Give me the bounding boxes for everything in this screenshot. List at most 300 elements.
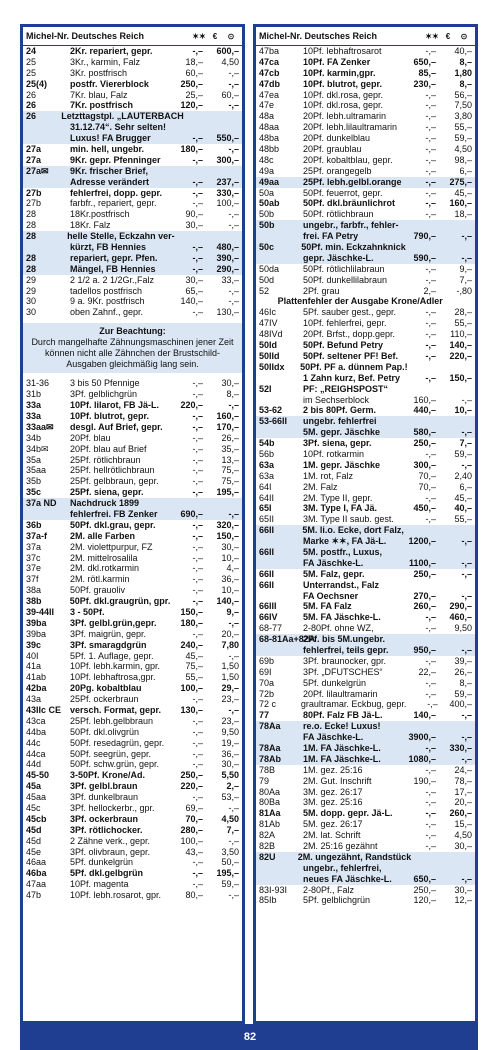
price-used: -,– — [228, 508, 239, 519]
price-used: 18,– — [454, 209, 472, 220]
description: 5M. gez. 26:17 — [303, 819, 363, 830]
price-used: 1,50 — [221, 661, 239, 672]
price-mint: 950,– — [413, 644, 436, 655]
price-used: -,– — [228, 78, 239, 89]
price-used: 300,– — [216, 154, 239, 165]
listing-block-bottom — [23, 378, 242, 901]
price-used: -,– — [461, 710, 472, 721]
price-mint: 790,– — [413, 231, 436, 242]
description: 2M. 25:16 gezähnt — [303, 841, 378, 852]
table-row — [23, 264, 242, 275]
price-used: -,– — [228, 220, 239, 231]
catalog-number: 30 — [26, 296, 37, 307]
left-column — [20, 24, 245, 1024]
price-mint: 43,– — [185, 846, 203, 857]
catalog-number: 52I — [259, 383, 272, 394]
catalog-number: 47b — [26, 890, 42, 901]
price-mint: -,– — [425, 841, 436, 852]
table-row — [256, 405, 475, 416]
description: 18Kr. Falz — [70, 220, 111, 231]
description: oben Zahnf., gepr. — [70, 307, 144, 318]
catalog-number: 81Aa — [259, 808, 281, 819]
description: 25Pf. ockerbraun — [70, 694, 139, 705]
table-row — [23, 111, 242, 122]
description: 3Pf. dunkelbraun — [70, 792, 139, 803]
catalog-number: 48bb — [259, 144, 280, 155]
catalog-number: 48c — [259, 154, 274, 165]
table-row — [23, 166, 242, 177]
price-used: 15,– — [454, 819, 472, 830]
price-mint: 590,– — [413, 252, 436, 263]
price-used: -,– — [228, 285, 239, 296]
description: 2M. violettpurpur, FZ — [70, 541, 153, 552]
catalog-number: 80Aa — [259, 786, 281, 797]
catalog-number: 63a — [259, 459, 275, 470]
table-row — [256, 133, 475, 144]
price-used: 4,50 — [221, 813, 239, 824]
price-used: 290,– — [449, 601, 472, 612]
price-used: 150,– — [449, 372, 472, 383]
table-row — [23, 879, 242, 890]
price-mint: 100,– — [180, 683, 203, 694]
price-used: 50,– — [221, 857, 239, 868]
price-mint — [406, 242, 438, 253]
price-used: 7,80 — [221, 639, 239, 650]
catalog-number: 45a — [26, 781, 42, 792]
right-column — [253, 24, 478, 1024]
catalog-number — [26, 509, 70, 520]
price-mint: 300,– — [413, 459, 436, 470]
price-mint: 250,– — [180, 770, 203, 781]
description: 2M. lat. Schrift — [303, 830, 361, 841]
price-mint: -,– — [425, 514, 436, 525]
price-mint: 120,– — [180, 100, 203, 111]
description: FA Jäschke-L. — [303, 557, 364, 568]
table-row — [256, 46, 475, 57]
price-used: -,– — [461, 644, 472, 655]
price-used: 12,– — [454, 895, 472, 906]
catalog-number — [259, 296, 278, 307]
table-row — [23, 563, 242, 574]
price-mint — [184, 111, 210, 122]
description: 50Pf. schw.grün, gepr. — [70, 759, 160, 770]
catalog-number: 39-44II — [26, 606, 55, 617]
euro-symbol: € — [212, 31, 218, 41]
price-mint — [170, 498, 203, 509]
price-mint: 1100,– — [408, 557, 436, 568]
price-mint: 1200,– — [408, 536, 436, 547]
description: 7Kr. blau, Falz — [70, 89, 128, 100]
table-row — [23, 596, 242, 607]
table-row — [256, 885, 475, 896]
catalog-number: 40I — [26, 650, 39, 661]
table-row — [23, 618, 242, 629]
catalog-number: 44ba — [26, 726, 47, 737]
table-row — [23, 220, 242, 231]
table-row — [256, 525, 475, 536]
table-row — [256, 601, 475, 612]
description: 3Pf. gelblichgrün — [70, 389, 138, 400]
description: 25Pf. gelbbraun, gepr. — [70, 476, 159, 487]
description: 50Pf. seltener PF! Bef. — [303, 350, 399, 361]
description: 25Pf. orangegelb — [303, 165, 372, 176]
description: 5Pf. 1. Auflage, gepr. — [70, 650, 154, 661]
price-mint: 22,– — [418, 666, 436, 677]
price-used — [203, 166, 239, 177]
catalog-number: 64II — [259, 492, 275, 503]
description: 10Pf. fehlerfrei, gepr. — [303, 318, 387, 329]
table-row — [256, 79, 475, 90]
price-used: 75,– — [221, 465, 239, 476]
description: 2 Zähne verk., gepr. — [70, 835, 151, 846]
price-mint: 160,– — [413, 394, 436, 405]
catalog-number: 45-50 — [26, 770, 50, 781]
price-used: 140,– — [216, 596, 239, 607]
price-mint: 70,– — [418, 481, 436, 492]
price-used: -,– — [228, 835, 239, 846]
price-mint: -,– — [425, 111, 436, 122]
description: ungebr., fehlerfrei, — [303, 862, 382, 873]
price-used: 36,– — [221, 574, 239, 585]
table-row — [256, 253, 475, 264]
page-number: 82 — [230, 1028, 270, 1046]
price-used: 390,– — [216, 252, 239, 263]
price-used: 78,– — [454, 775, 472, 786]
price-used — [438, 362, 472, 373]
catalog-number: 28 — [26, 220, 37, 231]
catalog-number: 47ca — [259, 56, 280, 67]
price-mint: -,– — [425, 263, 436, 274]
price-used: 4,– — [226, 563, 239, 574]
description: 20Pf. blau — [70, 432, 111, 443]
price-mint: -,– — [192, 487, 203, 498]
price-mint: -,– — [192, 242, 203, 253]
description: 3Pf. olivbraun, gepr. — [70, 846, 151, 857]
catalog-number: 47e — [259, 100, 275, 111]
description: 20Pf. lebh.lilaultramarin — [303, 122, 398, 133]
price-used: 480,– — [216, 242, 239, 253]
price-used: 60,– — [221, 89, 239, 100]
table-row — [256, 177, 475, 188]
table-row — [256, 362, 475, 373]
price-mint: 1080,– — [408, 753, 436, 764]
catalog-number — [26, 122, 70, 133]
catalog-number: 72b — [259, 688, 275, 699]
description: 20Pf. lebh.ultramarin — [303, 111, 387, 122]
description: 1 Zahn kurz, Bef. Petry — [303, 372, 401, 383]
price-used: 56,– — [454, 89, 472, 100]
price-mint — [403, 634, 436, 645]
table-row — [256, 209, 475, 220]
price-mint: 450,– — [413, 503, 436, 514]
price-used: -,– — [461, 568, 472, 579]
price-mint: -,– — [425, 655, 436, 666]
price-used — [436, 384, 472, 395]
price-mint: 25,– — [185, 89, 203, 100]
table-row — [256, 754, 475, 765]
table-row — [256, 395, 475, 406]
catalog-number: 69I — [259, 666, 272, 677]
table-row — [23, 890, 242, 901]
catalog-number: 24 — [26, 46, 37, 56]
catalog-number: 35b — [26, 476, 42, 487]
table-row — [256, 264, 475, 275]
table-row — [256, 351, 475, 362]
catalog-number: 78Aa — [259, 743, 281, 753]
price-used: 6,– — [459, 481, 472, 492]
catalog-number: 53-66II — [259, 416, 288, 427]
catalog-number: 42ba — [26, 683, 47, 694]
price-mint: -,– — [425, 187, 436, 198]
description: 5Pf. dunkelgrün — [70, 857, 134, 868]
catalog-number: 46ba — [26, 868, 47, 879]
price-mint: -,– — [192, 154, 203, 165]
catalog-number: 48IVd — [259, 329, 283, 340]
table-row — [256, 384, 475, 395]
price-mint: 130,– — [180, 704, 203, 715]
description: graultramar. Eckbug, gepr. — [300, 699, 407, 710]
catalog-number: 37e — [26, 563, 42, 574]
table-row — [23, 814, 242, 825]
description: 25Pf. hellrötlichbraun — [70, 465, 155, 476]
description: FA Jäschke-L. — [303, 732, 364, 743]
description: re.o. Ecke! Luxus! — [303, 721, 381, 732]
table-row — [256, 667, 475, 678]
price-mint: -,– — [425, 688, 436, 699]
price-mint: 180,– — [180, 144, 203, 155]
description: 2 bis 80Pf. Germ. — [303, 405, 377, 416]
price-used: 275,– — [449, 176, 472, 187]
used-symbol: ⊙ — [227, 31, 235, 41]
price-used: 290,– — [216, 263, 239, 274]
description: 50Pf. dkl.graugrün, gpr. — [69, 596, 171, 607]
euro-symbol: € — [445, 31, 451, 41]
table-row — [23, 177, 242, 188]
table-row — [23, 400, 242, 411]
price-used — [440, 852, 472, 863]
description: 2Pf. grau — [303, 285, 340, 296]
price-mint: -,– — [192, 307, 203, 318]
price-mint: -,– — [192, 748, 203, 759]
price-mint: -,– — [192, 574, 203, 585]
table-row — [23, 286, 242, 297]
price-mint: 150,– — [180, 606, 203, 617]
table-row — [23, 803, 242, 814]
catalog-number — [259, 863, 303, 874]
catalog-number: 27a — [26, 144, 42, 155]
price-mint — [408, 362, 439, 373]
table-row — [256, 591, 475, 602]
table-row — [23, 253, 242, 264]
price-mint: -,– — [192, 421, 203, 432]
table-row — [23, 100, 242, 111]
table-row — [256, 340, 475, 351]
description: 2Kr. repariert, gepr. — [70, 46, 153, 56]
listing-block-top — [23, 46, 242, 318]
table-row — [256, 427, 475, 438]
price-mint — [403, 863, 436, 874]
price-mint — [403, 547, 436, 558]
catalog-number: 36b — [26, 519, 42, 530]
table-row — [256, 111, 475, 122]
table-row — [256, 318, 475, 329]
price-used: -,– — [228, 650, 239, 661]
catalog-number: 46aa — [26, 857, 47, 868]
price-mint: 690,– — [180, 508, 203, 519]
catalog-number — [259, 395, 303, 406]
price-used: 160,– — [216, 410, 239, 421]
table-row — [256, 765, 475, 776]
catalog-number: 34b✉ — [26, 443, 49, 454]
catalog-number: 37a — [26, 541, 42, 552]
table-row — [23, 781, 242, 792]
catalog-number: 48aa — [259, 122, 280, 133]
price-used: 30,– — [221, 378, 239, 389]
description: FA Oechsner — [303, 590, 359, 601]
price-used: 98,– — [454, 154, 472, 165]
table-row — [256, 275, 475, 286]
price-mint — [403, 580, 436, 591]
description: 2M. ungezähnt, Randstück — [297, 851, 412, 862]
price-used: 4,50 — [454, 830, 472, 841]
price-mint: -,– — [425, 318, 436, 329]
price-mint: 70,– — [185, 813, 203, 824]
price-used: 10,– — [221, 552, 239, 563]
description: 31.12.74“. Sehr selten! — [70, 122, 167, 133]
description: Letzttagstpl. „LAUTERBACH — [61, 111, 184, 122]
description: 50Pf. grauoliv — [70, 585, 126, 596]
price-mint: -,– — [192, 563, 203, 574]
description: 10Pf. lebh.rosarot, gpr. — [70, 890, 162, 901]
catalog-number: 52 — [259, 285, 270, 296]
catalog-number — [259, 558, 303, 569]
used-symbol: ⊙ — [460, 31, 468, 41]
table-row — [256, 296, 475, 307]
table-row — [23, 836, 242, 847]
price-mint: -,– — [425, 144, 436, 155]
description: Marke ✶✶, FA Jä-L. — [303, 536, 387, 547]
price-used: 20,– — [454, 797, 472, 808]
catalog-number: 28 — [26, 263, 37, 274]
description: 20Pf. lilaultramarin — [303, 688, 378, 699]
price-mint: -,– — [425, 329, 436, 340]
table-row — [23, 868, 242, 879]
catalog-number: 82U — [259, 851, 276, 862]
catalog-number: 85Ib — [259, 895, 277, 906]
price-used: 2,40 — [454, 470, 472, 481]
table-row — [256, 188, 475, 199]
price-mint: 90,– — [185, 209, 203, 220]
price-used: 17,– — [454, 786, 472, 797]
description: 3Pf. maigrün, gepr. — [70, 628, 147, 639]
description: 3 - 50Pf. — [70, 606, 105, 617]
price-mint — [411, 852, 440, 863]
description: Adresse verändert — [70, 176, 150, 187]
table-row — [23, 531, 242, 542]
catalog-number: 53-62 — [259, 405, 283, 416]
description: ungebr. fehlerfrei — [303, 416, 377, 427]
description: fehlerfrei. FB Zenker — [70, 508, 158, 519]
mint-symbol: ✶✶ — [425, 31, 439, 41]
description: repariert, gepr. Pfen. — [70, 252, 158, 263]
catalog-number: 35a — [26, 454, 42, 465]
price-used: 59,– — [454, 688, 472, 699]
price-mint: 270,– — [413, 590, 436, 601]
description: 10Pf. lebhaftrosarot — [303, 46, 382, 56]
catalog-number — [259, 373, 303, 384]
price-mint: -,– — [425, 209, 436, 220]
description: 80Pf. Falz FB Jä-L. — [303, 710, 383, 721]
price-used: 45,– — [454, 492, 472, 503]
description: 3M. Type I, FA Jä. — [303, 503, 378, 514]
table-row — [23, 411, 242, 422]
price-mint: -,– — [192, 252, 203, 263]
price-used: 9,50 — [221, 726, 239, 737]
price-mint: 180,– — [180, 617, 203, 628]
catalog-number: 39c — [26, 639, 42, 650]
price-used: 330,– — [449, 743, 472, 753]
table-row — [23, 498, 242, 509]
description: 3Pf. „DFUTSCHES“ — [303, 666, 383, 677]
catalog-number: 66II — [259, 579, 275, 590]
catalog-number: 48a — [259, 111, 275, 122]
description: 5M. FA Jäschke-L. — [303, 612, 381, 623]
description: 10Pf. rotkarmin — [303, 448, 365, 459]
table-row — [256, 678, 475, 689]
catalog-number: 47ba — [259, 46, 280, 56]
description: fehlerfrei, teils gepr. — [303, 644, 389, 655]
catalog-number — [259, 732, 303, 743]
description: 5Pf. dunkelgrün — [303, 677, 367, 688]
price-mint — [403, 384, 436, 395]
description: 20Pf. kobaltblau, gepr. — [303, 154, 393, 165]
table-row — [256, 122, 475, 133]
catalog-number: 44c — [26, 737, 41, 748]
price-used — [205, 231, 239, 242]
description: 5M. postfr., Luxus, — [303, 546, 383, 557]
catalog-number — [259, 427, 303, 438]
description: 1M. FA Jäschke-L. — [303, 753, 381, 764]
description: 3M. Type II saub. gest. — [303, 514, 394, 525]
table-row — [23, 683, 242, 694]
price-used: 26,– — [221, 432, 239, 443]
table-row — [256, 787, 475, 798]
price-used: 59,– — [454, 133, 472, 144]
table-row — [256, 231, 475, 242]
description: 25Pf. lebh.gelbbraun — [70, 715, 154, 726]
table-row — [256, 449, 475, 460]
catalog-number: 81Ab — [259, 819, 281, 830]
description: 2-80Pf., Falz — [303, 884, 355, 895]
catalog-number: 39ba — [26, 628, 47, 639]
catalog-number: 50b — [259, 209, 275, 220]
table-row — [256, 155, 475, 166]
price-mint: 140,– — [413, 710, 436, 721]
catalog-number: 35c — [26, 487, 42, 498]
description: 3Pf. siena, gepr. — [303, 438, 372, 449]
catalog-number — [259, 591, 303, 602]
price-mint: -,– — [425, 165, 436, 176]
table-row — [256, 841, 475, 852]
description: 50Pf. rötlichbraun — [303, 209, 374, 220]
description: 10Pf. lilarot, FB Jä-L. — [70, 400, 160, 411]
table-row — [256, 710, 475, 721]
price-mint: -,– — [425, 830, 436, 841]
description: 3Pf. braunocker, gpr. — [303, 655, 387, 666]
description: gepr. Jäschke-L. — [303, 252, 374, 263]
table-row — [256, 514, 475, 525]
price-mint: 250,– — [180, 78, 203, 89]
